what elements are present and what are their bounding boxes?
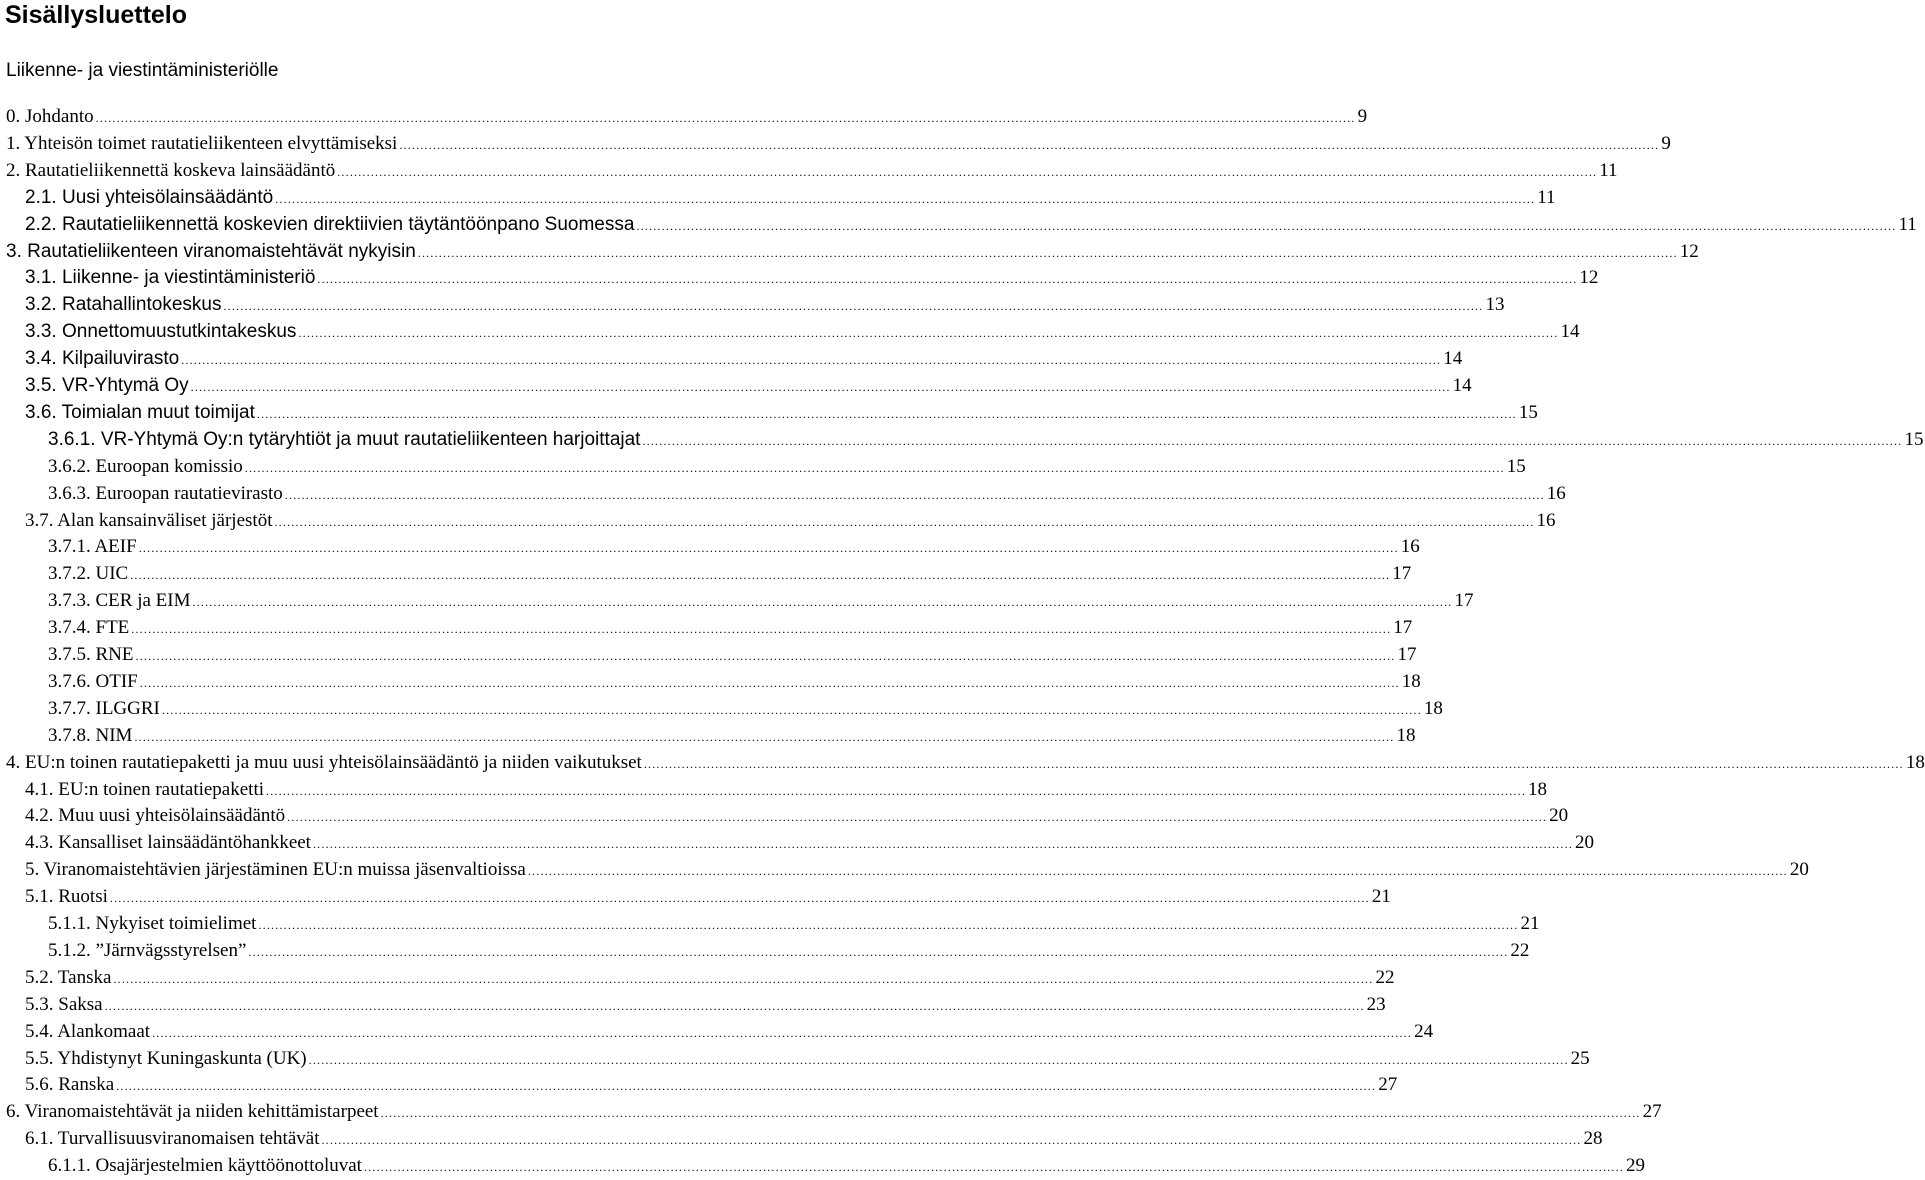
- toc-page-number: 28: [1583, 1128, 1603, 1150]
- dot-leader: [248, 939, 1508, 965]
- toc-page-number: 18: [1528, 778, 1548, 800]
- dot-leader: [309, 1047, 1569, 1073]
- dot-leader: [399, 132, 1659, 158]
- toc-page-number: 16: [1536, 509, 1556, 531]
- toc-entry[interactable]: [0, 1019, 1434, 1046]
- dot-leader: [96, 105, 1356, 131]
- toc-page-number: 21: [1520, 913, 1540, 934]
- dot-leader: [274, 509, 1534, 535]
- dot-leader: [134, 724, 1394, 750]
- dot-leader: [193, 589, 1453, 615]
- toc-entry[interactable]: [0, 1153, 1645, 1180]
- toc-entry-label: 3.7.5. RNE: [48, 644, 134, 665]
- toc-entry-label: 3.7.4. FTE: [48, 617, 130, 639]
- toc-entry[interactable]: [0, 696, 1443, 723]
- toc-entry[interactable]: [0, 104, 1368, 131]
- toc-entry-label: 3.6.1. VR-Yhtymä Oy:n tytäryhtiöt ja muut rautatieliikenteen harjoittajat: [48, 428, 641, 450]
- toc-page-number: 14: [1443, 348, 1463, 370]
- toc-entry[interactable]: [0, 373, 1472, 400]
- dot-leader: [116, 1073, 1376, 1099]
- toc-entry-label: 3.7.3. CER ja EIM: [48, 590, 191, 612]
- toc-entry-label: 4.2. Muu uusi yhteisölainsäädäntö: [25, 805, 286, 827]
- toc-entry-label: 3.1. Liikenne- ja viestintäministeriö: [25, 267, 316, 289]
- toc-page-number: 15: [1506, 455, 1526, 477]
- toc-entry[interactable]: [0, 1072, 1398, 1099]
- dot-leader: [257, 401, 1517, 427]
- toc-entry-label: 2. Rautatieliikennettä koskeva lainsäädäntö: [6, 159, 336, 181]
- toc-page-number: 12: [1579, 267, 1599, 289]
- toc-entry-label: 3.5. VR-Yhtymä Oy: [25, 375, 189, 396]
- toc-entry[interactable]: [0, 561, 1412, 588]
- dot-leader: [191, 374, 1451, 400]
- toc-entry-label: 2.1. Uusi yhteisölainsäädäntö: [25, 186, 274, 208]
- dot-leader: [152, 1020, 1412, 1046]
- dot-leader: [287, 804, 1547, 830]
- toc-page-number: 11: [1898, 213, 1917, 235]
- dot-leader: [113, 966, 1373, 992]
- dot-leader: [313, 831, 1573, 857]
- toc-entry[interactable]: [0, 911, 1540, 938]
- toc-entry[interactable]: [0, 750, 1925, 777]
- toc-page-number: 18: [1396, 724, 1416, 746]
- dot-leader: [317, 266, 1577, 292]
- toc-page-number: 9: [1661, 132, 1671, 154]
- toc-entry-label: 3.6. Toimialan muut toimijat: [25, 401, 255, 423]
- toc-entry[interactable]: [0, 481, 1566, 508]
- dot-leader: [528, 858, 1788, 884]
- toc-page-number: 18: [1905, 751, 1925, 773]
- dot-leader: [131, 616, 1391, 642]
- dot-leader: [110, 885, 1370, 911]
- dot-leader: [105, 993, 1365, 1019]
- toc-page-number: 16: [1546, 482, 1566, 504]
- toc-entry-label: 3.7.8. NIM: [48, 724, 133, 746]
- toc-entry-label: 3.7.1. AEIF: [48, 536, 137, 558]
- dot-leader: [285, 482, 1545, 508]
- toc-page-number: 17: [1393, 617, 1413, 639]
- toc-entry[interactable]: [0, 830, 1594, 857]
- dot-leader: [642, 428, 1902, 454]
- toc-entry[interactable]: [0, 938, 1530, 965]
- dot-leader: [266, 778, 1526, 804]
- toc-entry-label: 5.5. Yhdistynyt Kuningaskunta (UK): [25, 1047, 307, 1069]
- dot-leader: [130, 562, 1390, 588]
- dot-leader: [181, 347, 1441, 373]
- toc-entry-label: 3.7.2. UIC: [48, 563, 129, 585]
- dot-leader: [381, 1100, 1641, 1126]
- toc-page-number: 12: [1679, 240, 1699, 262]
- dot-leader: [223, 293, 1483, 319]
- toc-page-number: 15: [1904, 428, 1924, 450]
- toc-entry-label: 3.3. Onnettomuustutkintakeskus: [25, 321, 297, 343]
- toc-entry-label: 0. Johdanto: [6, 106, 94, 127]
- toc-entry-label: 3.4. Kilpailuvirasto: [25, 348, 180, 370]
- toc-entry-label: 5.2. Tanska: [25, 966, 112, 988]
- toc-entry[interactable]: [0, 992, 1386, 1019]
- toc-entry-label: 4. EU:n toinen rautatiepaketti ja muu uusi yhteisölainsäädäntö ja niiden vaikutukset: [6, 751, 642, 773]
- toc-entry[interactable]: [0, 1099, 1662, 1126]
- toc-entry[interactable]: [0, 158, 1618, 185]
- toc-entry[interactable]: [0, 803, 1569, 830]
- toc-entry[interactable]: [0, 454, 1526, 481]
- toc-page-number: 14: [1452, 375, 1472, 396]
- toc-entry-label: 3.7. Alan kansainväliset järjestöt: [25, 509, 273, 531]
- toc-page-number: 29: [1625, 1155, 1645, 1177]
- toc-entry[interactable]: [0, 777, 1548, 804]
- toc-entry-label: 4.3. Kansalliset lainsäädäntöhankkeet: [25, 832, 311, 854]
- dot-leader: [140, 670, 1400, 696]
- toc-entry[interactable]: [0, 185, 1556, 212]
- toc-page-number: 9: [1357, 106, 1368, 127]
- toc-entry-label: 3. Rautatieliikenteen viranomaistehtävät nykyisin: [6, 240, 416, 262]
- toc-entry-label: 5.1. Ruotsi: [25, 886, 108, 908]
- toc-entry[interactable]: [0, 1046, 1590, 1073]
- toc-entry-label: 6.1. Turvallisuusviranomaisen tehtävät: [25, 1128, 320, 1150]
- toc-page-number: 22: [1510, 939, 1530, 961]
- toc-page-number: 17: [1392, 563, 1412, 585]
- toc-entry-label: 3.7.6. OTIF: [48, 670, 138, 692]
- toc-entry[interactable]: [0, 534, 1420, 561]
- toc-entry[interactable]: [0, 265, 1599, 292]
- toc-page-number: 20: [1574, 832, 1594, 854]
- toc-entry-label: 3.7.7. ILGGRI: [48, 697, 160, 719]
- dot-leader: [337, 159, 1597, 185]
- toc-entry-label: 6. Viranomaistehtävät ja niiden kehittämistarpeet: [6, 1101, 379, 1123]
- toc-page-number: 14: [1560, 321, 1580, 343]
- toc-page-number: 18: [1423, 697, 1443, 719]
- toc-entry[interactable]: [0, 857, 1809, 884]
- toc-entry-label: 5.1.2. ”Järnvägsstyrelsen”: [48, 939, 247, 961]
- toc-page-number: 24: [1414, 1020, 1434, 1042]
- toc-entry[interactable]: [0, 884, 1391, 911]
- dot-leader: [245, 455, 1505, 481]
- toc-page-number: 21: [1371, 886, 1391, 908]
- toc-page-number: 27: [1642, 1101, 1662, 1123]
- toc-page-number: 15: [1518, 401, 1538, 423]
- toc-entry[interactable]: [0, 346, 1463, 373]
- page-subtitle: Liikenne- ja viestintäministeriölle: [6, 60, 279, 81]
- toc-page-number: 20: [1789, 859, 1809, 881]
- toc-page-number: 23: [1366, 993, 1386, 1015]
- dot-leader: [162, 697, 1422, 723]
- toc-page-number: 11: [1537, 186, 1556, 208]
- toc-entry[interactable]: [0, 319, 1580, 346]
- toc-entry-label: 4.1. EU:n toinen rautatiepaketti: [25, 778, 265, 800]
- dot-leader: [418, 240, 1678, 266]
- toc-entry[interactable]: [0, 642, 1417, 669]
- toc-entry[interactable]: [0, 427, 1924, 454]
- toc-entry-label: 3.6.3. Euroopan rautatievirasto: [48, 482, 283, 504]
- toc-page-number: 17: [1397, 644, 1417, 665]
- toc-entry[interactable]: [0, 615, 1413, 642]
- toc-page-number: 17: [1454, 590, 1474, 612]
- toc-page-number: 27: [1378, 1074, 1398, 1096]
- toc-page-number: 20: [1549, 805, 1569, 827]
- toc-entry-label: 2.2. Rautatieliikennettä koskevien direktiivien täytäntöönpano Suomessa: [25, 213, 635, 235]
- toc-entry-label: 5.1.1. Nykyiset toimielimet: [48, 913, 257, 934]
- dot-leader: [321, 1127, 1581, 1153]
- toc-page-number: 25: [1570, 1047, 1590, 1069]
- dot-leader: [298, 320, 1558, 346]
- toc-entry-label: 6.1.1. Osajärjestelmien käyttöönottoluvat: [48, 1155, 362, 1177]
- toc-page-number: 16: [1400, 536, 1420, 558]
- dot-leader: [364, 1154, 1624, 1180]
- toc-entry[interactable]: [0, 212, 1917, 239]
- toc-entry-label: 3.2. Ratahallintokeskus: [25, 294, 222, 316]
- toc-entry[interactable]: [0, 723, 1416, 750]
- toc-entry[interactable]: [0, 1126, 1603, 1153]
- toc-page-number: 13: [1485, 294, 1505, 316]
- toc-entry-label: 5.6. Ranska: [25, 1074, 115, 1096]
- toc-entry-label: 5. Viranomaistehtävien järjestäminen EU:n muissa jäsenvaltioissa: [25, 859, 526, 881]
- page-title: Sisällysluettelo: [5, 1, 188, 29]
- toc-entry[interactable]: [0, 965, 1395, 992]
- dot-leader: [275, 186, 1535, 212]
- toc-entry[interactable]: [0, 131, 1671, 158]
- dot-leader: [258, 912, 1518, 938]
- toc-page-number: 18: [1401, 670, 1421, 692]
- toc-entry[interactable]: [0, 669, 1421, 696]
- toc-entry[interactable]: [0, 292, 1505, 319]
- toc-entry-label: 1. Yhteisön toimet rautatieliikenteen elvyttämiseksi: [6, 132, 398, 154]
- toc-entry-label: 3.6.2. Euroopan komissio: [48, 455, 243, 477]
- dot-leader: [636, 213, 1896, 239]
- toc-entry[interactable]: [0, 239, 1699, 266]
- dot-leader: [139, 535, 1399, 561]
- toc-entry-label: 5.3. Saksa: [25, 993, 103, 1015]
- toc-entry[interactable]: [0, 508, 1556, 535]
- toc-entry[interactable]: [0, 400, 1538, 427]
- dot-leader: [644, 751, 1904, 777]
- dot-leader: [136, 643, 1396, 669]
- toc-entry-label: 5.4. Alankomaat: [25, 1020, 151, 1042]
- toc-entry[interactable]: [0, 588, 1474, 615]
- toc-page-number: 22: [1375, 966, 1395, 988]
- toc-page-number: 11: [1599, 159, 1618, 181]
